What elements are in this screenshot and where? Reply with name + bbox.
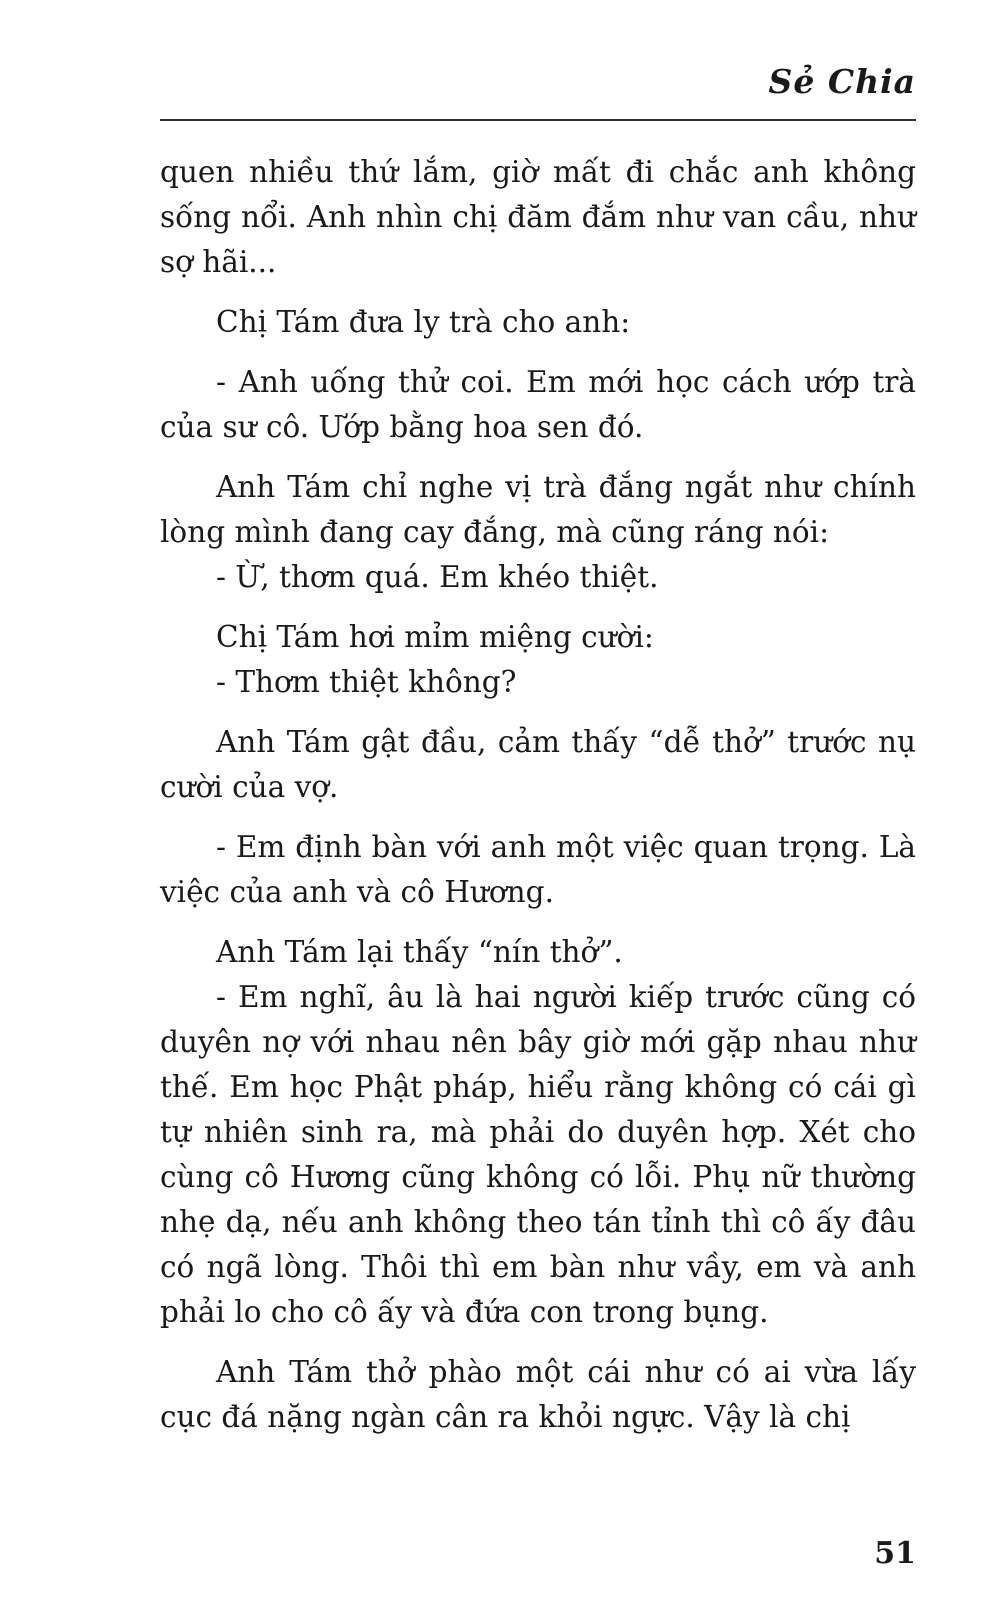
paragraph: Anh Tám chỉ nghe vị trà đắng ngắt như chính lòng mình đang cay đắng, mà cũng ráng nói: — [160, 470, 916, 549]
paragraph: Anh Tám lại thấy “nín thở”. — [216, 935, 623, 969]
paragraph: Anh Tám gật đầu, cảm thấy “dễ thở” trước nụ cười của vợ. — [160, 725, 916, 804]
body-text — [160, 150, 916, 1440]
paragraph: Chị Tám hơi mỉm miệng cười: — [216, 620, 654, 654]
running-header-title: Sẻ Chia — [768, 62, 916, 101]
paragraph: - Anh uống thử coi. Em mới học cách ướp trà của sư cô. Ướp bằng hoa sen đó. — [160, 365, 916, 444]
paragraph: Chị Tám đưa ly trà cho anh: — [216, 305, 631, 339]
paragraph: - Ừ, thơm quá. Em khéo thiệt. — [216, 560, 659, 594]
paragraph: Anh Tám thở phào một cái như có ai vừa lấy cục đá nặng ngàn cân ra khỏi ngực. Vậy là chị — [160, 1355, 916, 1434]
paragraph: - Em nghĩ, âu là hai người kiếp trước cũng có duyên nợ với nhau nên bây giờ mới gặp nhau như thế. Em học Phật pháp, hiểu rằng không có cái gì tự nhiên sinh ra, mà phải do duyên hợp. Xét cho cùng cô Hương cũng không có lỗi. Phụ nữ thường nhẹ dạ, nếu anh không theo tán tỉnh thì cô ấy đâu có ngã lòng. Thôi thì em bàn như vầy, em và anh phải lo cho cô ấy và đứa con trong bụng. — [160, 980, 916, 1329]
paragraph: - Em định bàn với anh một việc quan trọng. Là việc của anh và cô Hương. — [160, 830, 916, 909]
page-number: 51 — [874, 1536, 916, 1571]
paragraph: - Thơm thiệt không? — [216, 665, 517, 699]
paragraph: quen nhiều thứ lắm, giờ mất đi chắc anh không sống nổi. Anh nhìn chị đăm đắm như van cầu, như sợ hãi... — [160, 155, 916, 279]
header-divider — [160, 119, 916, 121]
